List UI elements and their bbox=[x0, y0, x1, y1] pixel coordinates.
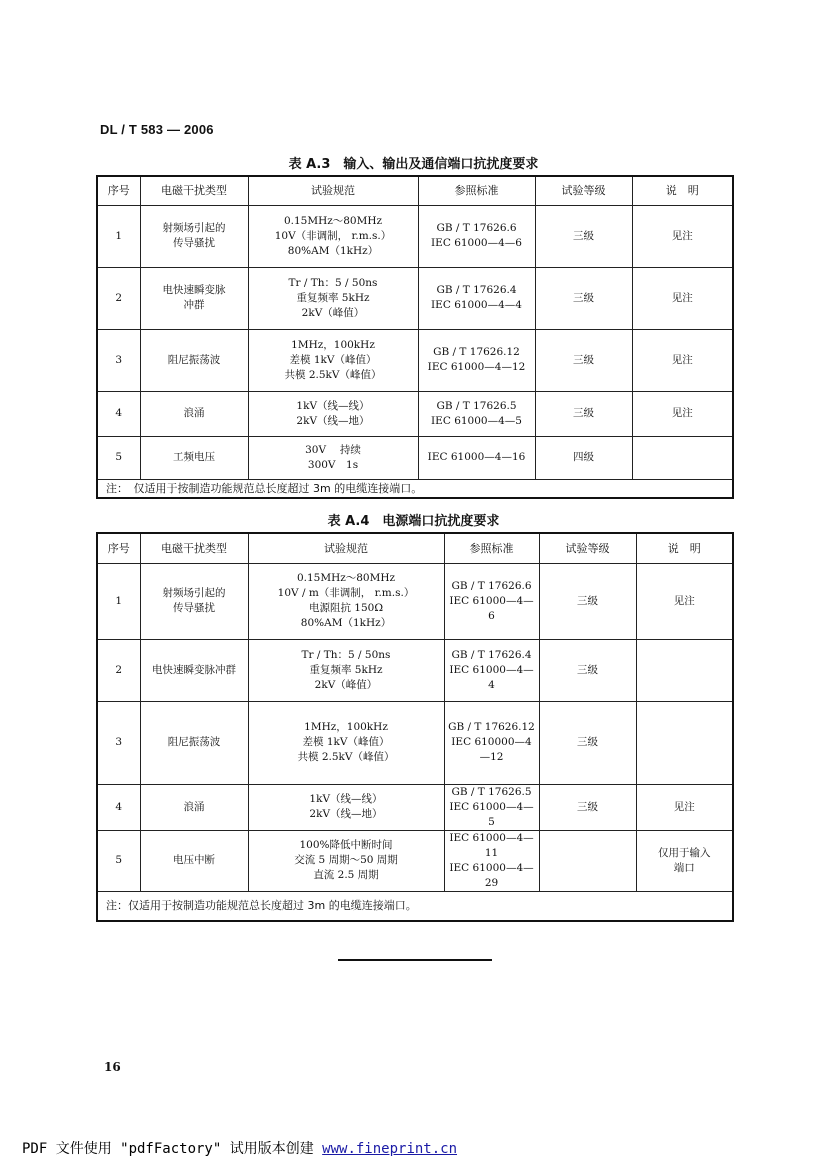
cell-standard: IEC 61000—4—16 bbox=[418, 436, 535, 479]
cell-no: 2 bbox=[97, 267, 140, 329]
cell-standard: GB / T 17626.5 IEC 61000—4—5 bbox=[444, 784, 539, 830]
col-header-level: 试验等级 bbox=[535, 176, 632, 205]
cell-type: 射频场引起的 传导骚扰 bbox=[140, 563, 248, 639]
table-a4 bbox=[96, 532, 734, 922]
cell-note bbox=[632, 436, 733, 479]
cell-spec: 1kV（线—线） 2kV（线—地） bbox=[248, 784, 444, 830]
cell-note: 见注 bbox=[632, 391, 733, 436]
table-header-row bbox=[97, 533, 733, 563]
cell-level: 三级 bbox=[535, 391, 632, 436]
cell-type: 电压中断 bbox=[140, 830, 248, 891]
table-a3-caption: 表 A.3 输入、输出及通信端口抗扰度要求 bbox=[288, 157, 539, 172]
cell-level bbox=[539, 830, 636, 891]
cell-no: 5 bbox=[97, 436, 140, 479]
col-header-note: 说 明 bbox=[636, 533, 733, 563]
cell-note bbox=[636, 639, 733, 701]
cell-spec: 1MHz，100kHz 差模 1kV（峰值） 共模 2.5kV（峰值） bbox=[248, 701, 444, 784]
cell-standard: GB / T 17626.6 IEC 61000—4—6 bbox=[444, 563, 539, 639]
cell-type: 工频电压 bbox=[140, 436, 248, 479]
cell-note: 见注 bbox=[632, 329, 733, 391]
cell-standard: GB / T 17626.12 IEC 610000—4—12 bbox=[444, 701, 539, 784]
cell-no: 5 bbox=[97, 830, 140, 891]
cell-standard: GB / T 17626.12 IEC 61000—4—12 bbox=[418, 329, 535, 391]
cell-no: 4 bbox=[97, 784, 140, 830]
cell-standard: GB / T 17626.4 IEC 61000—4—4 bbox=[444, 639, 539, 701]
cell-spec: 1MHz，100kHz 差模 1kV（峰值） 共模 2.5kV（峰值） bbox=[248, 329, 418, 391]
cell-note: 见注 bbox=[636, 784, 733, 830]
table-row bbox=[97, 639, 733, 701]
cell-note: 见注 bbox=[636, 563, 733, 639]
table-row bbox=[97, 436, 733, 479]
table-a3 bbox=[96, 175, 734, 499]
cell-level: 三级 bbox=[539, 563, 636, 639]
table-row bbox=[97, 563, 733, 639]
table-row bbox=[97, 329, 733, 391]
cell-note bbox=[636, 701, 733, 784]
cell-no: 1 bbox=[97, 563, 140, 639]
footer-text: PDF 文件使用 "pdfFactory" 试用版本创建 bbox=[22, 1141, 323, 1157]
cell-spec: 1kV（线—线） 2kV（线—地） bbox=[248, 391, 418, 436]
table-row bbox=[97, 205, 733, 267]
table-footnote: 注： 仅适用于按制造功能规范总长度超过 3m 的电缆连接端口。 bbox=[97, 479, 733, 498]
cell-spec: Tr / Th：5 / 50ns 重复频率 5kHz 2kV（峰值） bbox=[248, 639, 444, 701]
footer-link[interactable]: www.fineprint.cn bbox=[322, 1141, 458, 1157]
cell-standard: GB / T 17626.5 IEC 61000—4—5 bbox=[418, 391, 535, 436]
cell-note: 见注 bbox=[632, 205, 733, 267]
cell-spec: 30V 持续 300V 1s bbox=[248, 436, 418, 479]
col-header-no: 序号 bbox=[97, 533, 140, 563]
cell-spec: 0.15MHz～80MHz 10V（非调制， r.m.s.） 80%AM（1kHz） bbox=[248, 205, 418, 267]
cell-type: 射频场引起的 传导骚扰 bbox=[140, 205, 248, 267]
cell-standard: GB / T 17626.6 IEC 61000—4—6 bbox=[418, 205, 535, 267]
table-a4-caption: 表 A.4 电源端口抗扰度要求 bbox=[327, 514, 500, 529]
table-row bbox=[97, 701, 733, 784]
cell-level: 三级 bbox=[539, 784, 636, 830]
table-header-row bbox=[97, 176, 733, 205]
document-id: DL / T 583 — 2006 bbox=[100, 122, 214, 137]
col-header-standard: 参照标准 bbox=[418, 176, 535, 205]
table-footnote-row bbox=[97, 479, 733, 498]
cell-no: 1 bbox=[97, 205, 140, 267]
cell-no: 3 bbox=[97, 329, 140, 391]
cell-spec: 100%降低中断时间 交流 5 周期～50 周期 直流 2.5 周期 bbox=[248, 830, 444, 891]
cell-standard: GB / T 17626.4 IEC 61000—4—4 bbox=[418, 267, 535, 329]
col-header-type: 电磁干扰类型 bbox=[140, 533, 248, 563]
cell-type: 浪涌 bbox=[140, 784, 248, 830]
cell-spec: 0.15MHz～80MHz 10V / m（非调制， r.m.s.） 电源阻抗 150Ω 80%AM（1kHz） bbox=[248, 563, 444, 639]
pdf-footer bbox=[22, 1138, 457, 1158]
cell-no: 3 bbox=[97, 701, 140, 784]
cell-level: 三级 bbox=[535, 205, 632, 267]
cell-level: 四级 bbox=[535, 436, 632, 479]
cell-no: 2 bbox=[97, 639, 140, 701]
cell-spec: Tr / Th：5 / 50ns 重复频率 5kHz 2kV（峰值） bbox=[248, 267, 418, 329]
cell-standard: IEC 61000—4—11 IEC 61000—4—29 bbox=[444, 830, 539, 891]
col-header-spec: 试验规范 bbox=[248, 176, 418, 205]
cell-note: 见注 bbox=[632, 267, 733, 329]
col-header-note: 说 明 bbox=[632, 176, 733, 205]
col-header-standard: 参照标准 bbox=[444, 533, 539, 563]
cell-type: 电快速瞬变脉 冲群 bbox=[140, 267, 248, 329]
col-header-spec: 试验规范 bbox=[248, 533, 444, 563]
page-number: 16 bbox=[104, 1060, 121, 1074]
col-header-no: 序号 bbox=[97, 176, 140, 205]
cell-type: 阻尼振荡波 bbox=[140, 701, 248, 784]
cell-level: 三级 bbox=[539, 701, 636, 784]
cell-type: 电快速瞬变脉冲群 bbox=[140, 639, 248, 701]
cell-level: 三级 bbox=[535, 329, 632, 391]
table-row bbox=[97, 267, 733, 329]
cell-type: 阻尼振荡波 bbox=[140, 329, 248, 391]
table-row bbox=[97, 830, 733, 891]
cell-no: 4 bbox=[97, 391, 140, 436]
cell-type: 浪涌 bbox=[140, 391, 248, 436]
table-row bbox=[97, 391, 733, 436]
cell-level: 三级 bbox=[535, 267, 632, 329]
cell-note: 仅用于输入 端口 bbox=[636, 830, 733, 891]
table-row bbox=[97, 784, 733, 830]
end-of-section-rule bbox=[338, 959, 492, 961]
table-footnote: 注：仅适用于按制造功能规范总长度超过 3m 的电缆连接端口。 bbox=[97, 891, 733, 921]
table-footnote-row bbox=[97, 891, 733, 921]
col-header-level: 试验等级 bbox=[539, 533, 636, 563]
col-header-type: 电磁干扰类型 bbox=[140, 176, 248, 205]
cell-level: 三级 bbox=[539, 639, 636, 701]
